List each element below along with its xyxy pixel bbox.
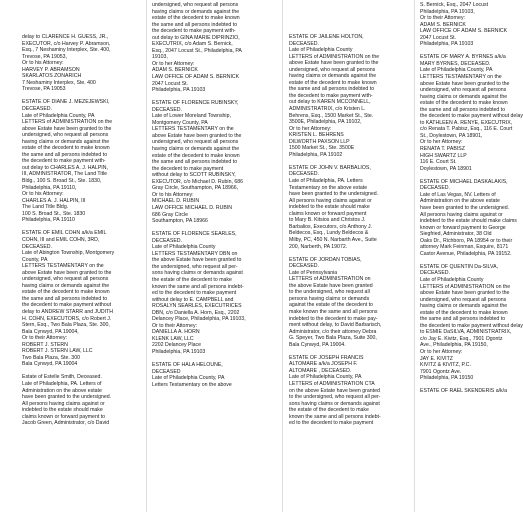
notice-line: Castor Avenue, Philadelphia, PA 19152.	[420, 250, 512, 257]
notice-line: Or to their Attorney:	[420, 15, 465, 22]
estate-notice	[420, 263, 523, 382]
notice-line: attorney Mark Feinman, Esquire, 8171	[420, 244, 509, 251]
estate-notice	[152, 362, 270, 388]
notice-line: Stern, Esq., Two Bala Plaza, Ste. 300,	[22, 322, 110, 329]
notice-line: have been granted to the undersigned.	[289, 191, 379, 198]
notice-line: Philadelphia, PA 19110,	[22, 184, 77, 191]
notice-line: KIVITZ & KIVITZ, P.C.	[420, 362, 471, 369]
notice-line: out delay to CHARLES A. J. HALPIN,	[22, 164, 108, 171]
notice-line: on the above Estate have been granted	[289, 387, 380, 394]
notice-line: DECEASED.	[289, 263, 319, 270]
notice-line: Philadelphia, PA 19103	[152, 87, 206, 94]
estate-notice	[289, 165, 408, 250]
notice-line: to the undersigned, who request all per-	[289, 394, 381, 401]
notice-line: Gray Circle, Southampton, PA 18966,	[152, 185, 239, 192]
notice-line: Late of Philadelphia, PA. Letters of	[22, 380, 102, 387]
notice-line: DECEASED.	[420, 185, 450, 192]
notice-line: All persons having claims against or	[22, 400, 105, 407]
notice-line: Doylestown, PA 18901	[420, 165, 472, 172]
notice-line: Late of Philadelphia County	[152, 244, 216, 251]
notice-line: the same and all persons indebted to	[420, 316, 506, 323]
notice-line: Or to her Attorney:	[289, 125, 332, 132]
notice-line: delay to CLARENCE H. GUESS, JR.,	[22, 34, 109, 40]
notice-line: Or to their Attorney:	[152, 322, 197, 329]
notice-column-1	[22, 34, 139, 427]
notice-line: Esq., 7 Neshaminy Interplex, Ste. 400,	[22, 47, 111, 54]
notice-line: KLENK LAW, LLC	[152, 335, 194, 342]
notice-line: JAY E. KIVITZ	[420, 355, 453, 362]
notice-line: estate of the decedent to make known	[289, 79, 377, 86]
notice-line: 686 Gray Circle	[152, 211, 189, 218]
notice-line: c/o Renata T. Pabisz, Esq., 116 E. Court	[420, 126, 513, 133]
notice-line: ALTOMARE , DECEASED.	[289, 367, 352, 374]
notice-line: DANIELLA A. HORN	[152, 329, 200, 336]
estate-notice	[22, 230, 139, 367]
estate-notice	[289, 355, 408, 427]
notice-line: Southampton, PA 18966	[152, 218, 208, 225]
notice-line: Bala Cynwyd, PA 19004.	[289, 341, 346, 348]
notice-line: having claims or demands against the	[22, 282, 110, 289]
estate-notice	[22, 374, 139, 426]
notice-line: Philadelphia, PA 19103,	[420, 8, 475, 15]
notice-line: DILWORTH PAXSON LLP	[289, 138, 350, 145]
notice-line: Oaks Dr., Richboro, PA 18954 or to their	[420, 237, 513, 244]
notice-column-2	[152, 2, 270, 388]
notice-line: EXECUTOR, c/o Harvey P. Abramson,	[22, 40, 111, 47]
notice-line: 116 E. Court St.	[420, 159, 457, 166]
notice-line: DECEASED.	[152, 237, 182, 244]
notice-line: Or to his Attorney:	[22, 60, 64, 67]
notice-line: Or to his Attorney:	[152, 191, 194, 198]
notice-line: Late of Pennsylvania	[289, 269, 338, 276]
notice-line: LETTERS of ADMINISTRATION on the	[22, 119, 113, 126]
notice-line: have been granted to the undersigned.	[420, 204, 510, 211]
notice-line: having claims or demands against the	[420, 303, 508, 310]
notice-line: the decedent to make payment with-	[152, 28, 236, 35]
notice-line: Bldg., 100 S. Broad St., Ste. 1830,	[22, 178, 102, 185]
notice-line: the above Estate have been granted to	[152, 257, 242, 264]
notice-line: Late of Lower Moreland Township,	[152, 113, 231, 120]
estate-notice	[289, 34, 408, 158]
notice-line: against the estate of the decedent to	[289, 302, 373, 309]
notice-line: have been granted to the undersigned.	[22, 394, 112, 401]
notice-line: estate of the decedent to make known	[22, 145, 110, 152]
notice-line: Administrator, c/o their attorney Debra	[289, 328, 377, 335]
notice-line: the same and all persons indebted to	[22, 151, 108, 158]
notice-line: Administration on the above estate	[22, 387, 102, 394]
notice-line: Philadelphia, PA 19110	[22, 217, 75, 224]
notice-line: ROSALYN SEARLES, EXECUTRICES	[152, 303, 242, 310]
notice-line: above Estate have been granted to the	[22, 269, 112, 276]
notice-line: Administration on the above estate	[420, 198, 500, 205]
notice-line: without delay to E. CAMPBELL and	[152, 296, 234, 303]
notice-line: Or to his Attorney:	[22, 191, 64, 198]
estate-notice	[420, 179, 520, 258]
notice-line: above Estate have been granted to the	[420, 80, 510, 87]
notice-line: HIGH SWARTZ LLP	[420, 152, 467, 159]
notice-line: Late of Las Vegas, NV. Letters of	[420, 191, 496, 198]
estate-notice	[152, 231, 270, 355]
notice-line: undersigned, who request all persons	[289, 66, 376, 73]
notice-line: DECEASED	[152, 368, 181, 375]
notice-line: 1500 Market St., Ste. 3500E	[289, 145, 355, 152]
notice-line: LETTERS of ADMINISTRATION on the	[289, 53, 380, 60]
notice-line: Estate of Estelle Smith, Deceased.	[22, 374, 102, 381]
notice-line: LETTERS TESTAMENTARY on the	[22, 263, 104, 270]
notice-line: RENATA T. PABISZ	[420, 146, 465, 153]
notice-line: indebted to the estate should make	[22, 407, 103, 414]
notice-line: MARY BYRNES, DECEASED.	[420, 60, 491, 67]
notice-line: DECEASED.	[289, 171, 319, 178]
notice-line: Jacob Green, Administrator, c/o David	[22, 420, 110, 427]
notice-line: having claims or demands against the	[152, 146, 240, 153]
notice-line: ed to the decedent to make payment	[289, 420, 374, 427]
column-divider	[282, 0, 283, 512]
notice-line: out delay to GINA MARIE DIPRINZIO,	[152, 34, 240, 41]
notice-line: Or to their Attorney:	[22, 335, 67, 342]
notice-line: undersigned, who request all persons	[22, 132, 109, 139]
notice-line: EXECUTOR, c/o Michael D. Rubin, 686	[152, 178, 244, 185]
notice-line: claims known or forward payment to	[22, 413, 106, 420]
notice-line: Bala Cynwyd, PA 19004	[22, 361, 78, 368]
notice-line: Testamentary on the above estate	[289, 184, 368, 191]
notice-line: Siegfried, Administrator, 38 Old	[420, 231, 492, 238]
notice-line: to Mary B. Kitsios and Christos J.	[289, 217, 366, 224]
notice-line: Late of Philadelphia County	[289, 47, 353, 54]
notice-line: Late of Philadelphia County, PA	[289, 374, 362, 381]
column-divider	[414, 0, 415, 512]
notice-line: 7901 Ogontz Ave.	[420, 368, 462, 375]
notice-line: Or to her Attorney:	[420, 348, 463, 355]
notice-line: undersigned, who request all persons	[420, 296, 507, 303]
notice-line: G. Speyer, Two Bala Plaza, Suite 300,	[289, 335, 377, 342]
notice-line: undersigned, who request all persons	[22, 276, 109, 283]
notice-line: c/o Jay E. Kivitz, Esq., 7901 Ogontz	[420, 335, 503, 342]
notice-line: ESTATE OF JOSEPH FRANCIS	[289, 354, 364, 361]
notice-line: 19103,	[152, 54, 168, 61]
notice-line: ADAM S. BERNICK	[152, 67, 198, 74]
notice-line: Two Bala Plaza, Ste. 300	[22, 354, 80, 361]
notice-line: ESTATE OF RAEL SKENDERIS a/k/a	[420, 388, 507, 395]
notice-line: having claims or demands against the	[420, 93, 508, 100]
notice-line: Milby, PC, 450 N. Narbarth Ave., Suite	[289, 236, 377, 243]
notice-line: ROBERT J. STERN	[22, 341, 68, 348]
notice-line: ESTATE OF MARY A. BYRNES a/k/a	[420, 54, 506, 61]
notice-line: LETTERS of ADMINISTRATION on the	[420, 283, 511, 290]
notice-line: the same and all persons indebted to	[22, 295, 108, 302]
notice-line: claims known or forward payment	[289, 210, 367, 217]
notice-line: indebted to the estate should make	[289, 204, 370, 211]
notice-line: Late of Philadelphia County	[420, 276, 484, 283]
notice-line: known the same and all persons indebt-	[152, 283, 244, 290]
notice-line: LETTERS of ADMINISTRATION CTA	[289, 380, 375, 387]
notice-line: LAW OFFICE MICHAEL D. RUBIN	[152, 204, 233, 211]
notice-line: Bala Cynwyd, PA 19004,	[22, 328, 79, 335]
notice-line: to KATHLEEN A. RENYE, EXECUTRIX,	[420, 119, 513, 126]
notice-line: SKARLATOS ZONARICH	[22, 73, 82, 80]
notice-line: to the undersigned, who request all	[289, 289, 370, 296]
notice-line: the decedent to make payment	[152, 165, 224, 172]
notice-line: H. COHN, EXECUTORS, c/o Robert J.	[22, 315, 112, 322]
notice-line: 200, Narberth, PA 19072.	[289, 243, 348, 250]
notice-line: EXECUTRIX, c/o Adam S. Bernick,	[152, 41, 233, 48]
notice-line: DECEASED.	[22, 106, 52, 113]
notice-line: Trevose, PA 19053,	[22, 53, 67, 60]
notice-line: ESTATE OF HALA HELOUNE,	[152, 362, 223, 369]
notice-line: DBN, c/o Daniella A. Horn, Esq., 2202	[152, 309, 240, 316]
notice-line: DECEASED.	[420, 270, 450, 277]
estate-notice	[152, 100, 270, 224]
notice-line: 2202 Delancey Place	[152, 342, 202, 349]
notice-line: the estate of the decedent to make	[152, 276, 232, 283]
notice-line: 2047 Locust St.	[152, 80, 189, 87]
notice-line: indebted to the estate should make claims	[420, 218, 517, 225]
notice-line: the undersigned, who request all per-	[152, 263, 238, 270]
notice-line: undersigned, who request all persons	[420, 87, 507, 94]
notice-line: the same and all persons indebted to	[152, 21, 238, 28]
notice-line: having claims or demands against the	[289, 73, 377, 80]
notice-line: The Land Title Bldg.	[22, 204, 69, 211]
estate-notice	[420, 388, 520, 395]
notice-line: estate of the decedent to make known	[420, 100, 508, 107]
notice-line: ment without delay, to David Barbarisch,	[289, 322, 382, 329]
notice-line: LAW OFFICE OF ADAM S. BERNICK	[420, 28, 508, 35]
notice-line: known the same and all persons indebt-	[289, 413, 381, 420]
notice-line: LETTERS TESTAMENTARY on the	[420, 74, 502, 81]
notice-line: the decedent to make payment with-	[22, 158, 106, 165]
notice-line: Trevose, PA 19053	[22, 86, 66, 93]
notice-line: the decedent to make payment without	[22, 302, 112, 309]
notice-line: Late of Philadelphia County, PA	[420, 67, 493, 74]
notice-column-3	[289, 34, 408, 427]
notice-line: persons having claims or demands	[289, 295, 370, 302]
notice-line: Philadelphia, PA 19102	[289, 151, 343, 158]
notice-line: ADAM S. BERNICK	[420, 21, 466, 28]
estate-notice	[289, 257, 408, 349]
notice-line: Delancey Place, Philadelphia, PA 19103,	[152, 316, 246, 323]
notice-line: KRISTEN L. BEHRENS	[289, 132, 344, 139]
notice-line: make known the same and all persons	[289, 308, 378, 315]
notice-line: County, PA	[22, 256, 48, 263]
notice-line: All persons having claims against or	[420, 211, 503, 218]
notice-line: All persons having claims against or	[289, 197, 372, 204]
notice-line: ESTATE OF FLORENCE SEARLES,	[152, 231, 237, 238]
notice-line: sons having claims or demands against	[289, 400, 380, 407]
notice-line: the same and all persons indebted to	[289, 86, 375, 93]
notice-line: undersigned, who request all persons	[152, 139, 239, 146]
notice-line: Behrens, Esq., 1500 Market St., Ste.	[289, 112, 374, 119]
estate-notice	[420, 54, 523, 172]
estate-notice	[22, 34, 139, 93]
notice-line: ESTATE OF QUENTIN Da-SILVA,	[420, 263, 499, 270]
notice-line: III, ADMINISTRATOR, The Land Title	[22, 171, 108, 178]
notice-line: to ESMIE DaSILVA, ADMINISTRATRIX,	[420, 329, 512, 336]
notice-line: 3500E, Philadelphia, PA 19102,	[289, 119, 362, 126]
notice-line: the decedent to make payment without delay	[420, 322, 523, 329]
notice-line: Letters Testamentary on the above	[152, 381, 232, 388]
notice-line: Or to her Attorney:	[420, 139, 463, 146]
notice-line: Late of Philadelphia County, PA	[152, 375, 225, 382]
notice-line: ALTOMARE a/k/a JOSEPH F.	[289, 361, 358, 368]
notice-line: LETTERS of ADMINISTRATION on	[289, 276, 371, 283]
notice-line: 7 Neshaminy Interplex, Ste. 400	[22, 79, 96, 86]
notice-line: Barbalios, Executors, c/o Anthony J.	[289, 223, 373, 230]
notice-line: DECEASED.	[289, 40, 319, 47]
notice-line: Montgomery County, PA	[152, 119, 208, 126]
notice-line: Beldecos, Esq., Lundy Beldecos &	[289, 230, 369, 237]
notice-line: the decedent to make payment with-	[289, 92, 373, 99]
notice-line: the same and all persons indebted to	[420, 106, 506, 113]
notice-line: above Estate have been granted to the	[420, 290, 510, 297]
notice-line: ESTATE OF EMIL COHN a/k/a EMIL	[22, 230, 107, 237]
notice-line: ADMINISTRATRIX, c/o Kristen L.	[289, 106, 366, 113]
notice-line: without delay to SCOTT RUBINSKY,	[152, 172, 236, 179]
notice-line: estate of the decedent to make known	[152, 15, 240, 22]
notice-line: the same and all persons indebted to	[152, 159, 238, 166]
notice-line: estate of the decedent to make known	[420, 309, 508, 316]
notice-line: LETTERS TESTAMENTARY on the	[152, 126, 234, 133]
notice-line: Ave., Philadelphia, PA 19150,	[420, 342, 488, 349]
notice-line: Esq., 2047 Locust St., Philadelphia, PA	[152, 47, 242, 54]
notice-line: ESTATE OF FLORENCE RUBINSKY,	[152, 100, 239, 107]
notice-line: having claims or demands against the	[22, 138, 110, 145]
notice-line: above Estate have been granted to the	[22, 125, 112, 132]
notice-line: undersigned, who request all persons	[152, 2, 239, 8]
notice-line: Philadelphia, PA 19103	[420, 41, 474, 48]
notice-line: LETTERS TESTAMENTARY DBN on	[152, 250, 238, 257]
notice-line: ROBERT J. STERN LAW, LLC	[22, 348, 93, 355]
notice-line: ESTATE OF JAILENE HOLTON,	[289, 34, 364, 40]
notice-line: ESTATE OF JOHN V. BARBALIOS,	[289, 164, 371, 171]
estate-notice	[152, 2, 270, 94]
notice-line: estate of the decedent to make known	[22, 289, 110, 296]
notice-line: Late of Philadelphia County, PA	[22, 112, 95, 119]
column-divider	[146, 0, 147, 512]
notice-line: above Estate have been granted to the	[152, 132, 242, 139]
notice-line: MICHAEL D. RUBIN	[152, 198, 200, 205]
notice-line: HARVEY P. ABRAMSON	[22, 66, 80, 73]
notice-line: DECEASED.	[152, 106, 182, 113]
notice-line: Late of Abington Township, Montgomery	[22, 250, 115, 257]
notice-line: S. Bernick, Esq., 2047 Locust	[420, 2, 489, 8]
notice-line: St., Doylestown, PA 18901,	[420, 132, 483, 139]
notice-line: 2047 Locust St.	[420, 34, 457, 41]
notice-line: estate of the decedent to make known	[152, 152, 240, 159]
notice-line: sons having claims or demands against	[152, 270, 243, 277]
notice-line: COHN, III and EMIL COHN, 3RD,	[22, 236, 100, 243]
notice-line: out delay to KAREN MCCONNELL,	[289, 99, 371, 106]
notice-line: ESTATE OF MICHAEL DASKALAKIS,	[420, 178, 508, 185]
notice-line: delay to ANDREW STARR and JUDITH	[22, 308, 113, 315]
notice-line: above Estate have been granted to the	[289, 60, 379, 67]
notice-line: the estate of the decedent to make	[289, 407, 369, 414]
estate-notice	[420, 2, 520, 48]
notice-line: 100 S. Broad St., Ste. 1830	[22, 210, 86, 217]
notice-line: ed to the decedent to make payment	[152, 290, 237, 297]
notice-line: Philadelphia, PA 19103	[152, 348, 206, 355]
notice-line: the above Estate have been granted	[289, 282, 373, 289]
notice-line: ESTATE OF DIANE J. MEZEJEWSKI,	[22, 99, 110, 106]
notice-line: indebted to the decedent to make pay-	[289, 315, 378, 322]
notice-line: DECEASED.	[22, 243, 52, 250]
notice-line: Late of Philadelphia, PA. Letters	[289, 178, 363, 185]
notice-line: having claims or demands against the	[152, 8, 240, 15]
notice-column-4	[420, 2, 523, 395]
notice-line: the decedent to make payment without delay	[420, 113, 523, 120]
notice-line: Or to her Attorney:	[152, 60, 195, 67]
notice-line: CHARLES A. J. HALPIN, III	[22, 197, 86, 204]
estate-notice	[22, 99, 139, 223]
notice-line: known or forward payment to George	[420, 224, 506, 231]
notice-line: Philadelphia, PA 19150	[420, 375, 474, 382]
notice-line: LAW OFFICE OF ADAM S. BERNICK	[152, 74, 240, 81]
notice-line: ESTATE OF JORDAN TOBIAS,	[289, 256, 362, 263]
